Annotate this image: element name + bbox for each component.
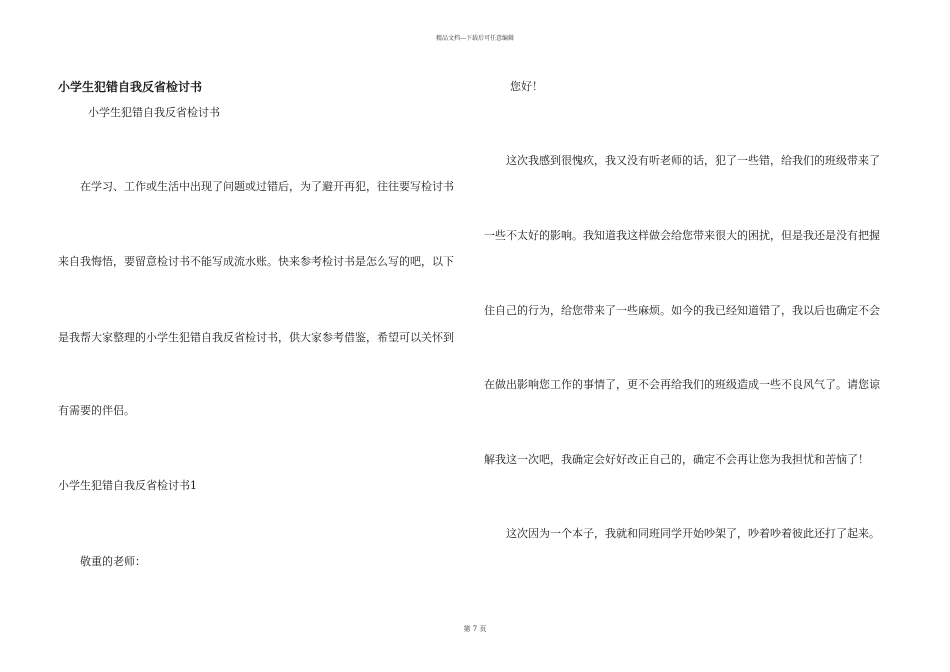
paragraph-line: 一些不太好的影响。我知道我这样做会给您带来很大的困扰，但是我还是没有把握: [484, 229, 880, 242]
paragraph-line: 住自己的行为，给您带来了一些麻烦。如今的我已经知道错了，我以后也确定不会: [484, 304, 880, 317]
paragraph-line: 有需要的伴侣。: [58, 404, 135, 417]
page-header: 精品文档---下载后可任意编辑: [435, 35, 515, 42]
paragraph-line: 在学习、工作或生活中出现了问题或过错后，为了避开再犯，往往要写检讨书: [80, 180, 454, 193]
paragraph-line: 在做出影响您工作的事情了，更不会再给我们的班级造成一些不良风气了。请您谅: [484, 378, 880, 391]
paragraph-line: 这次我感到很愧疚，我又没有听老师的话，犯了一些错，给我们的班级带来了: [506, 154, 880, 167]
paragraph-line: 解我这一次吧，我确定会好好改正自己的，确定不会再让您为我担忧和苦恼了！: [484, 453, 869, 466]
page-footer: 第 7 页: [463, 625, 487, 633]
document-title: 小学生犯错自我反省检讨书: [58, 80, 203, 94]
paragraph-line: 是我帮大家整理的小学生犯错自我反省检讨书，供大家参考借鉴，希望可以关怀到: [58, 331, 454, 344]
document-subtitle: 小学生犯错自我反省检讨书: [88, 106, 220, 119]
salutation: 敬重的老师：: [80, 555, 146, 568]
paragraph-line: 来自我悔悟，要留意检讨书不能写成流水账。快来参考检讨书是怎么写的吧，以下: [58, 255, 454, 268]
greeting: 您好！: [510, 80, 543, 93]
section-heading: 小学生犯错自我反省检讨书1: [58, 479, 197, 492]
paragraph-line: 这次因为一个本子，我就和同班同学开始吵架了，吵着吵着彼此还打了起来。: [506, 527, 880, 540]
